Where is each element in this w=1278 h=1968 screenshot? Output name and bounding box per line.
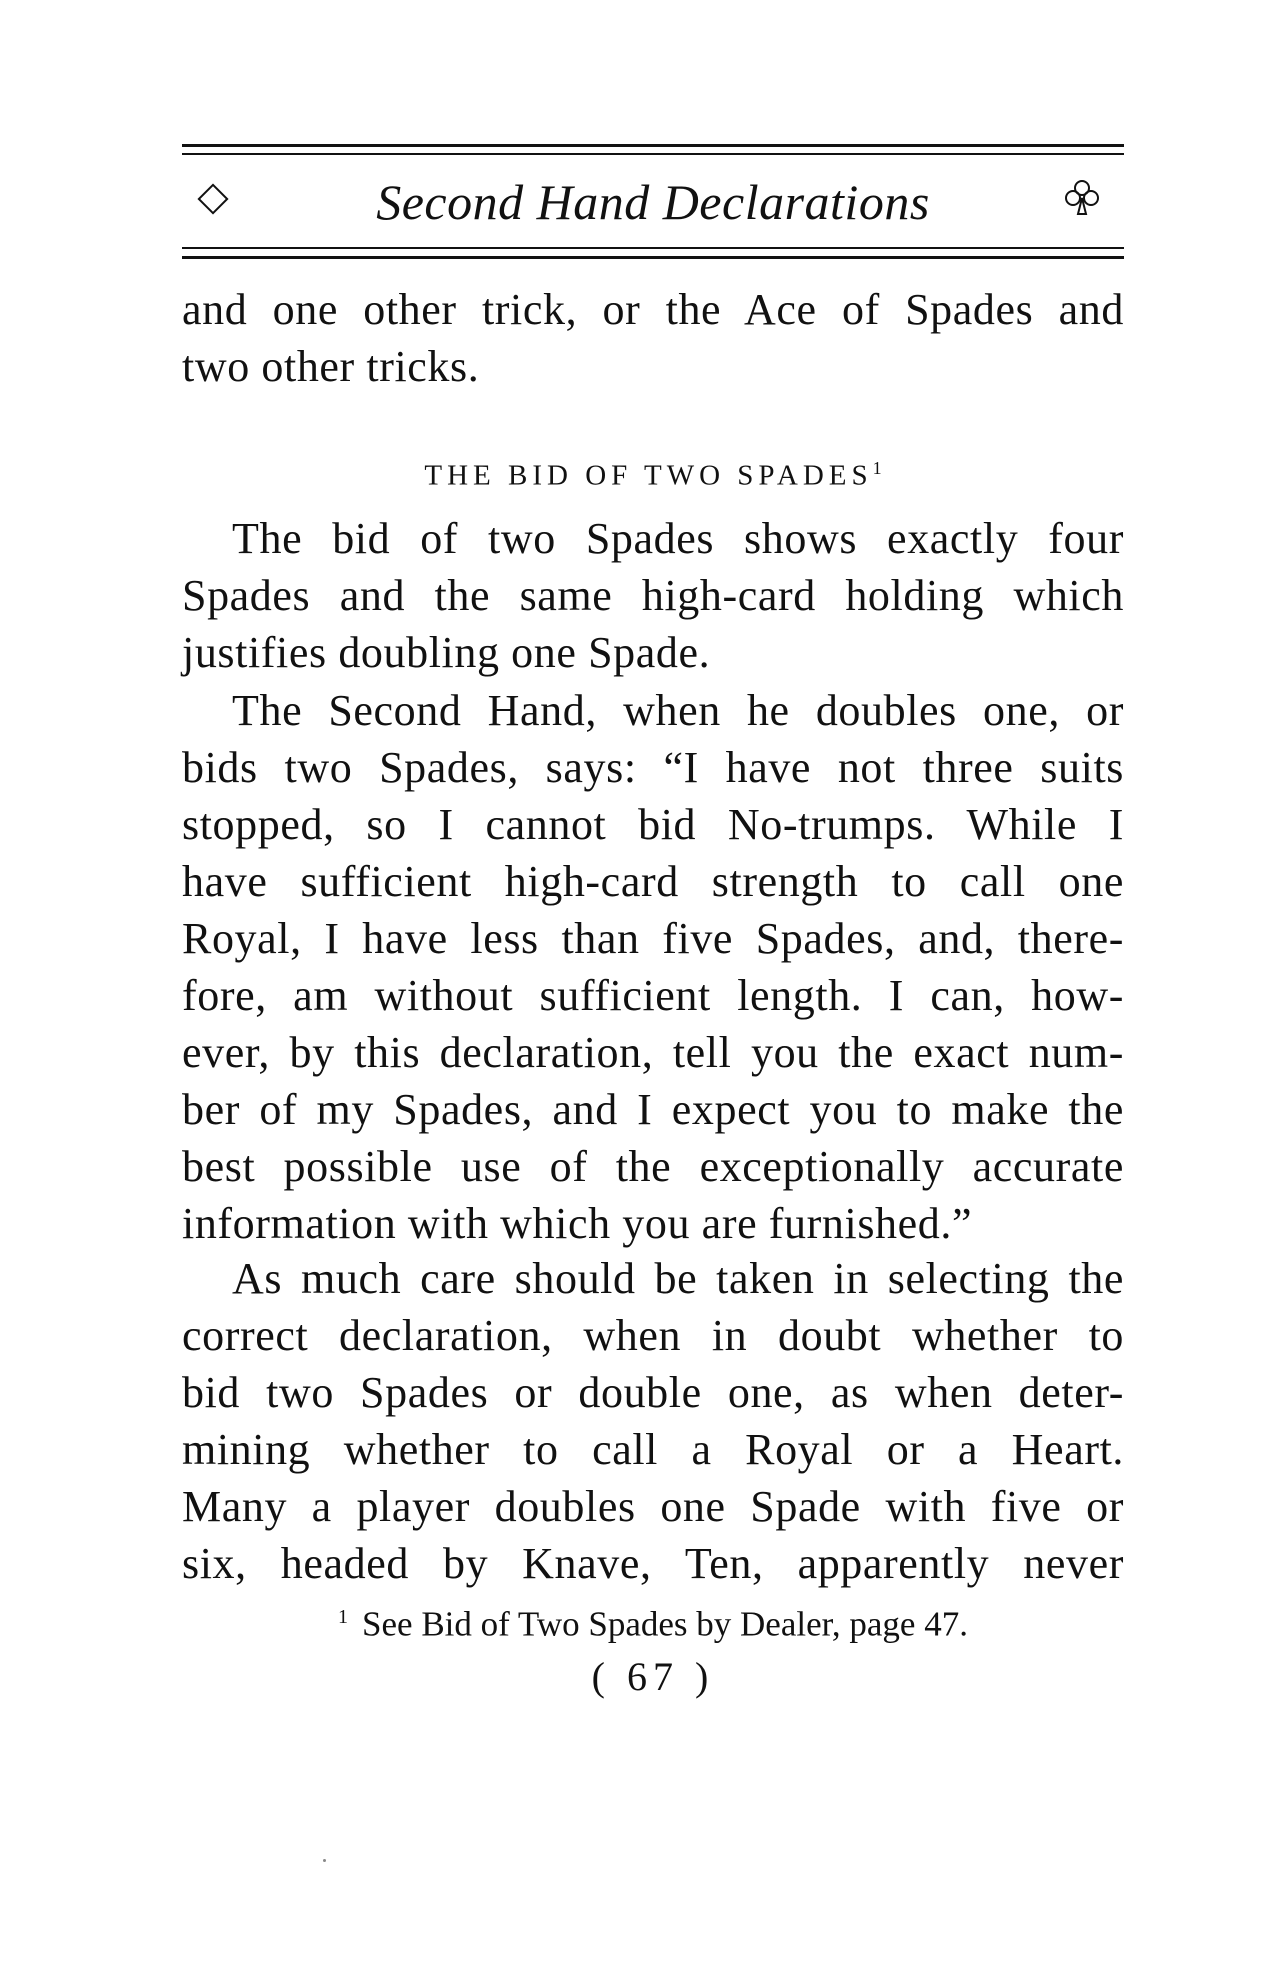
text-line: information with which you are furnished.” xyxy=(182,1199,973,1248)
club-outline-icon xyxy=(1060,176,1104,220)
text-line: As much care should be taken in selecting the xyxy=(232,1254,1124,1303)
header-rule-bottom-thin xyxy=(182,247,1124,249)
header-rule-top-thin xyxy=(182,153,1124,155)
text-line: bid two Spades or double one, as when deter- xyxy=(182,1368,1124,1417)
text-line: justifies doubling one Spade. xyxy=(182,628,711,677)
header-rule-top-thick xyxy=(182,144,1124,147)
section-heading xyxy=(182,448,1124,496)
text-line: The Second Hand, when he doubles one, or xyxy=(232,686,1124,735)
running-head xyxy=(182,172,1124,236)
running-head-title: Second Hand Declarations xyxy=(376,174,930,230)
footnote xyxy=(182,1595,1124,1647)
text-line: mining whether to call a Royal or a Heart. xyxy=(182,1425,1124,1474)
text-line: ever, by this declaration, tell you the exact num- xyxy=(182,1028,1124,1077)
footnote-marker: 1 xyxy=(338,1606,349,1628)
text-line: Spades and the same high-card holding which xyxy=(182,571,1124,620)
paragraph-bid-of-two-spades xyxy=(182,510,1124,681)
text-line: correct declaration, when in doubt whether to xyxy=(182,1311,1124,1360)
text-line: The bid of two Spades shows exactly four xyxy=(232,514,1124,563)
text-line: Royal, I have less than five Spades, and, there- xyxy=(182,914,1124,963)
footnote-text: See Bid of Two Spades by Dealer, page 47. xyxy=(362,1604,968,1644)
text-line: have sufficient high-card strength to call one xyxy=(182,857,1124,906)
header-rule-bottom-thick xyxy=(182,256,1124,259)
text-line: two other tricks. xyxy=(182,342,480,391)
text-line: Many a player doubles one Spade with five or xyxy=(182,1482,1124,1531)
paragraph-continued xyxy=(182,281,1124,395)
section-heading-text: THE BID OF TWO SPADES xyxy=(424,459,873,492)
footnote-reference: 1 xyxy=(872,458,882,478)
page-number: ( 67 ) xyxy=(591,1654,715,1699)
text-line: six, headed by Knave, Ten, apparently never xyxy=(182,1539,1124,1588)
text-line: fore, am without sufficient length. I can, how- xyxy=(182,971,1124,1020)
paragraph-as-much-care xyxy=(182,1250,1124,1592)
text-line: stopped, so I cannot bid No-trumps. While I xyxy=(182,800,1124,849)
text-line: and one other trick, or the Ace of Spades and xyxy=(182,285,1124,334)
paper-speck xyxy=(323,1859,326,1862)
paragraph-second-hand xyxy=(182,682,1124,1252)
text-line: bids two Spades, says: “I have not three suits xyxy=(182,743,1124,792)
text-line: ber of my Spades, and I expect you to make the xyxy=(182,1085,1124,1134)
text-line: best possible use of the exceptionally accurate xyxy=(182,1142,1124,1191)
